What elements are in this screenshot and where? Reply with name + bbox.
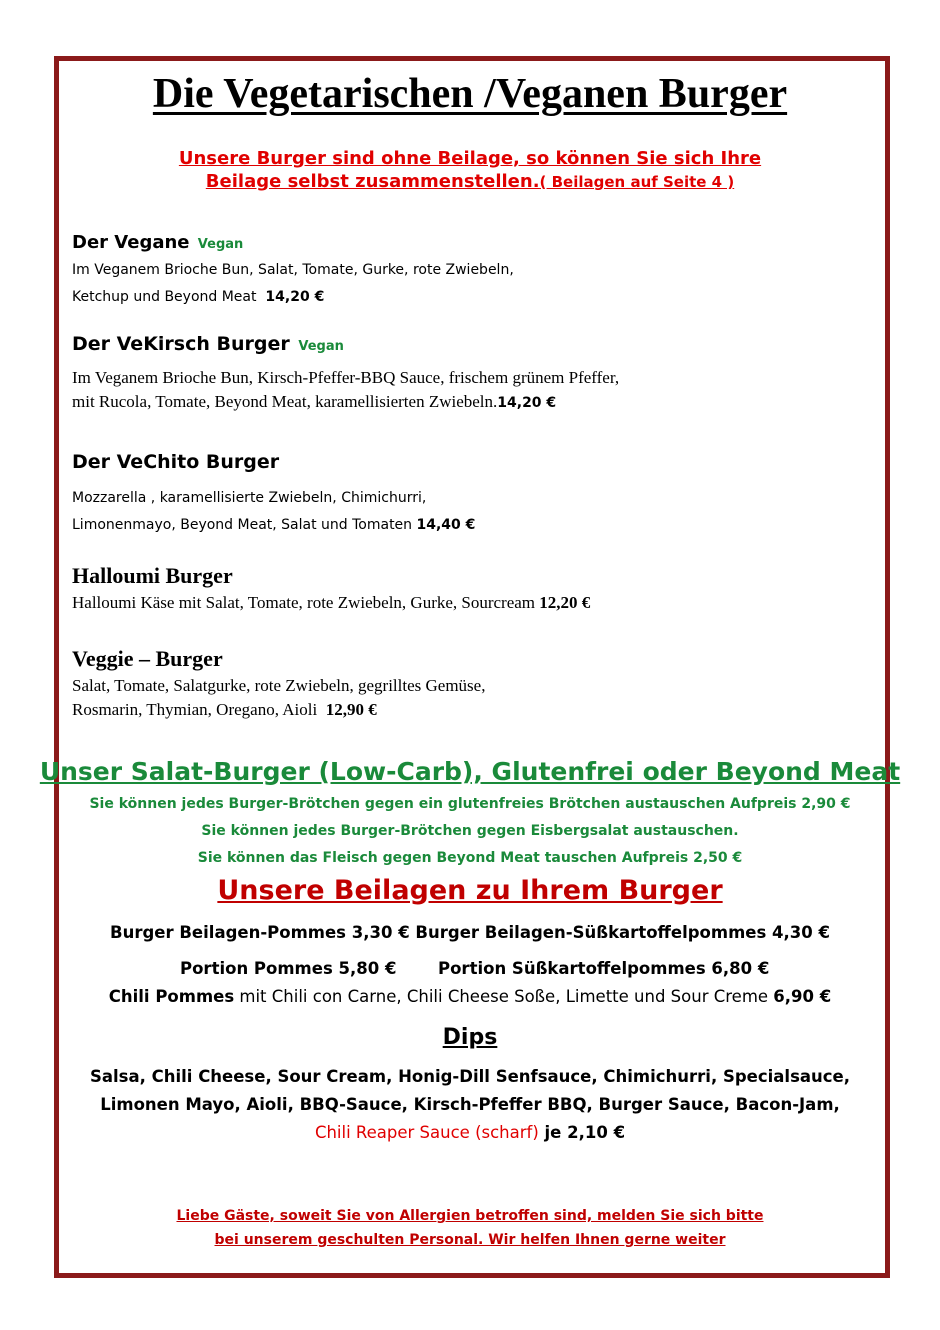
allergy-notice: Liebe Gäste, soweit Sie von Allergien betroffen sind, melden Sie sich bitte	[176, 1208, 764, 1224]
dips-line: Salsa, Chili Cheese, Sour Cream, Honig-Dill Senfsauce, Chimichurri, Specialsauce,	[89, 1067, 851, 1086]
dips-heading: Dips	[442, 1025, 498, 1050]
salad-note: Sie können das Fleisch gegen Beyond Meat tauschen Aufpreis 2,50 €	[197, 850, 743, 866]
sides-heading: Unsere Beilagen zu Ihrem Burger	[217, 875, 723, 906]
menu-item-name: Der VeKirsch Burger Vegan	[72, 333, 344, 355]
menu-item-description: Im Veganem Brioche Bun, Salat, Tomate, Gurke, rote Zwiebeln,	[72, 262, 514, 278]
menu-item-name: Veggie – Burger	[72, 646, 223, 671]
menu-item-price: 14,20 €	[265, 289, 325, 305]
menu-item-name: Halloumi Burger	[72, 563, 233, 588]
dips-line: Chili Reaper Sauce (scharf) je 2,10 €	[314, 1123, 626, 1142]
menu-item-price: 12,90 €	[325, 700, 377, 719]
menu-item-description: Rosmarin, Thymian, Oregano, Aioli 12,90 €	[72, 700, 377, 719]
salad-burger-heading: Unser Salat-Burger (Low-Carb), Glutenfrei oder Beyond Meat	[39, 757, 901, 786]
salad-note: Sie können jedes Burger-Brötchen gegen Eisbergsalat austauschen.	[201, 823, 739, 839]
menu-item-price: 14,40 €	[416, 517, 476, 533]
sides-chili-pommes: Chili Pommes mit Chili con Carne, Chili Cheese Soße, Limette und Sour Creme 6,90 €	[108, 987, 832, 1006]
menu-item-description: Mozzarella , karamellisierte Zwiebeln, Chimichurri,	[72, 490, 427, 506]
menu-item-description: Halloumi Käse mit Salat, Tomate, rote Zwiebeln, Gurke, Sourcream 12,20 €	[72, 593, 591, 612]
vegan-tag: Vegan	[197, 237, 244, 252]
salad-note: Sie können jedes Burger-Brötchen gegen ein glutenfreies Brötchen austauschen Aufpreis 2,90 €	[89, 796, 851, 812]
menu-item-description: Salat, Tomate, Salatgurke, rote Zwiebeln, gegrilltes Gemüse,	[72, 676, 486, 695]
menu-item-description: Im Veganem Brioche Bun, Kirsch-Pfeffer-BBQ Sauce, frischem grünem Pfeffer,	[72, 368, 620, 387]
sides-portion-sweet-potato: Portion Süßkartoffelpommes 6,80 €	[438, 959, 770, 978]
menu-item-price: 12,20 €	[539, 593, 591, 612]
vegan-tag: Vegan	[298, 339, 344, 354]
sides-portion-pommes: Portion Pommes 5,80 €	[180, 959, 397, 978]
menu-item-name: Der Vegane Vegan	[72, 232, 244, 253]
intro-line-1: Unsere Burger sind ohne Beilage, so können Sie sich Ihre	[178, 148, 762, 169]
page-title: Die Vegetarischen /Veganen Burger	[152, 71, 788, 117]
menu-item-description: mit Rucola, Tomate, Beyond Meat, karamellisierten Zwiebeln.14,20 €	[72, 392, 557, 411]
intro-line-2: Beilage selbst zusammenstellen.( Beilagen auf Seite 4 )	[205, 171, 735, 192]
dips-line: Limonen Mayo, Aioli, BBQ-Sauce, Kirsch-Pfeffer BBQ, Burger Sauce, Bacon-Jam,	[100, 1095, 840, 1114]
allergy-notice: bei unserem geschulten Personal. Wir helfen Ihnen gerne weiter	[214, 1232, 726, 1248]
menu-item-description: Ketchup und Beyond Meat 14,20 €	[72, 289, 325, 305]
menu-item-description: Limonenmayo, Beyond Meat, Salat und Tomaten 14,40 €	[72, 517, 476, 533]
menu-item-name: Der VeChito Burger	[72, 451, 280, 473]
menu-item-price: 14,20 €	[497, 395, 557, 411]
sides-line: Burger Beilagen-Pommes 3,30 € Burger Beilagen-Süßkartoffelpommes 4,30 €	[110, 923, 830, 942]
